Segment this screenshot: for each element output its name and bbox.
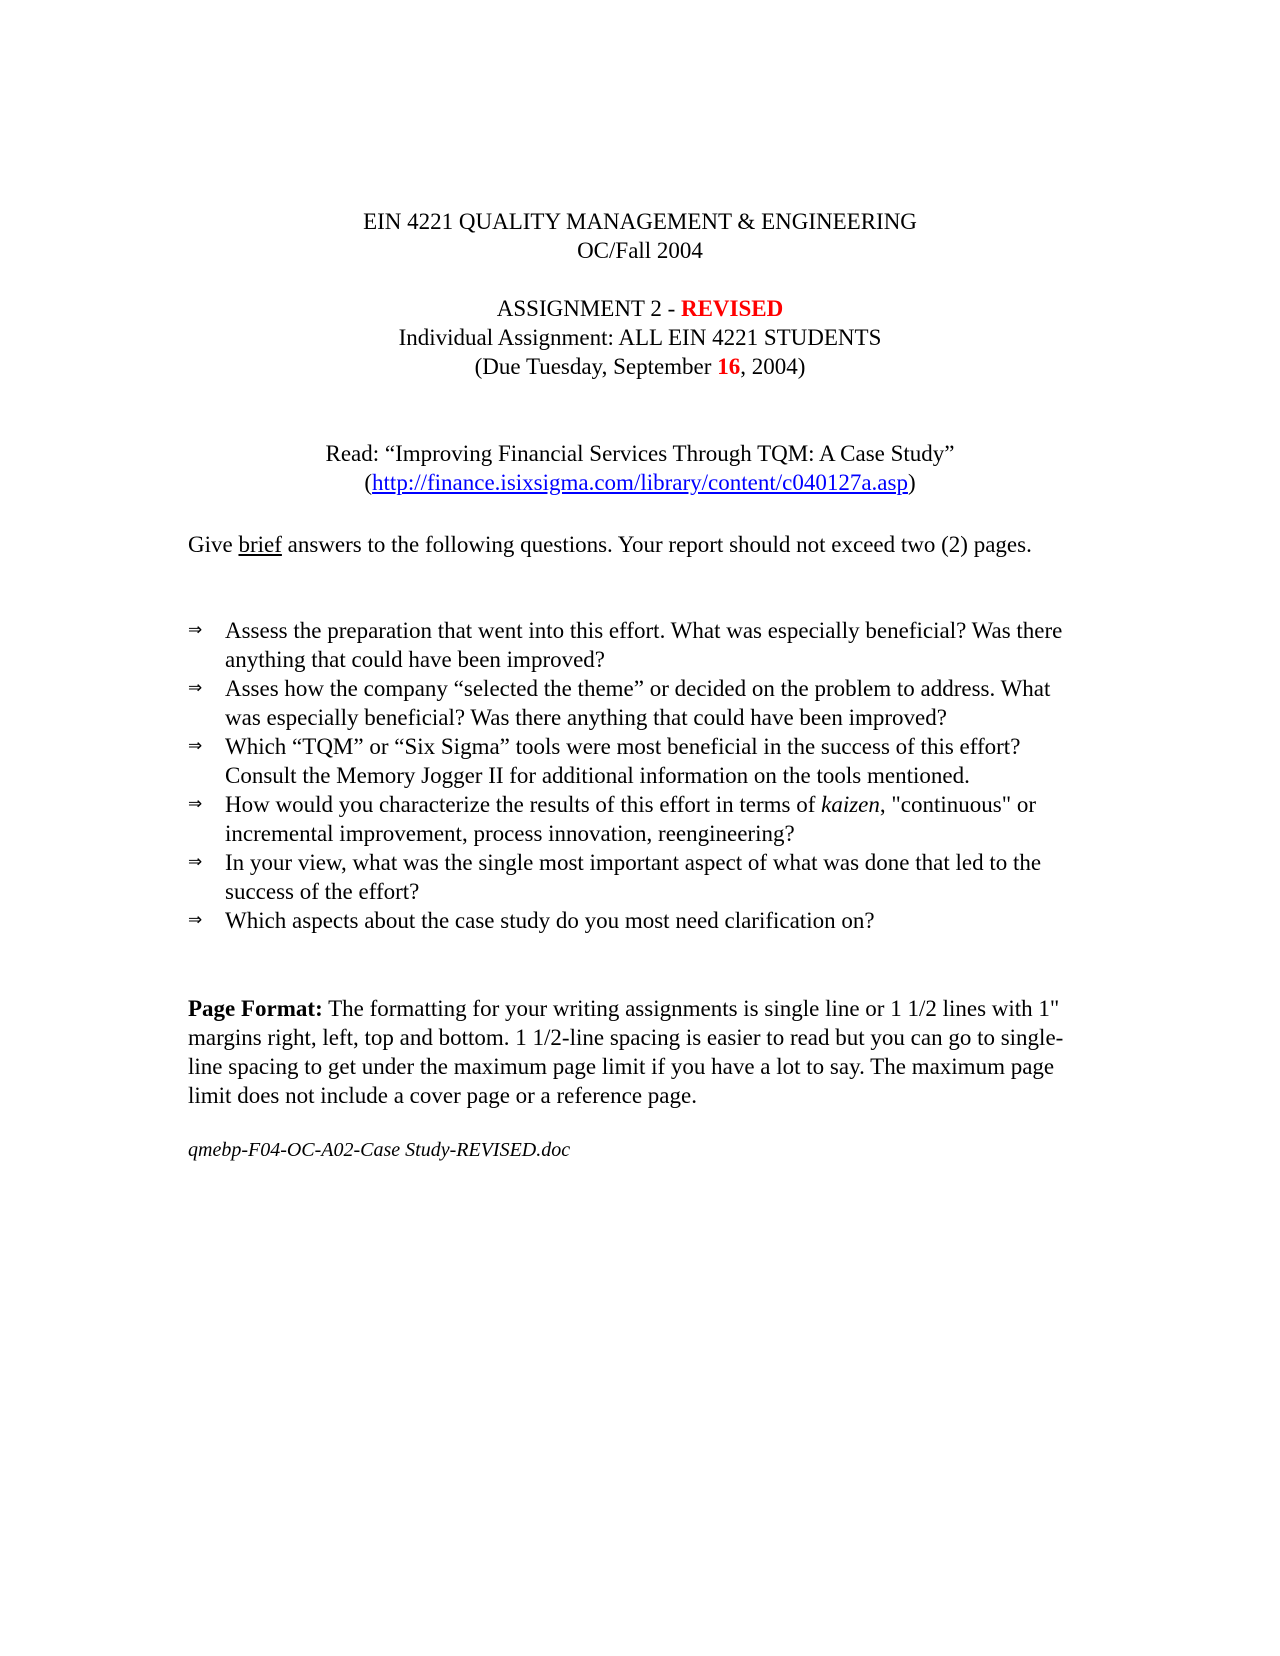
- due-suffix: , 2004): [740, 354, 806, 379]
- course-title: EIN 4221 QUALITY MANAGEMENT & ENGINEERING: [363, 209, 917, 234]
- paren-open: (: [364, 470, 373, 495]
- document-filename: qmebp-F04-OC-A02-Case Study-REVISED.doc: [188, 1139, 571, 1161]
- instructions-emphasis: brief: [238, 532, 282, 557]
- question-text: Which “TQM” or “Six Sigma” tools were most beneficial in the success of this effort? Consult the Memory Jogger II for additional information on the tools mentioned.: [225, 734, 1021, 788]
- right-double-arrow-icon: ⇒: [188, 678, 203, 698]
- audience-line: Individual Assignment: ALL EIN 4221 STUDENTS: [398, 325, 882, 350]
- instructions-pre: Give: [188, 532, 239, 557]
- revised-badge: REVISED: [680, 296, 784, 321]
- question-text: Which aspects about the case study do you most need clarification on?: [225, 908, 875, 933]
- reading-title: Read: “Improving Financial Services Through TQM: A Case Study”: [325, 441, 955, 466]
- due-date-line: [0, 352, 1280, 381]
- term-line: OC/Fall 2004: [577, 238, 703, 263]
- question-text: Assess the preparation that went into this effort. What was especially beneficial? Was there anything that could have been improved?: [225, 618, 1063, 672]
- question-item: [188, 848, 1088, 906]
- question-item: [188, 790, 1088, 848]
- reading-url-link[interactable]: http://finance.isixsigma.com/library/content/c040127a.asp: [372, 470, 908, 495]
- right-double-arrow-icon: ⇒: [188, 620, 203, 640]
- right-double-arrow-icon: ⇒: [188, 794, 203, 814]
- question-text-pre: How would you characterize the results of this effort in terms of: [225, 792, 822, 817]
- question-item: [188, 732, 1088, 790]
- due-prefix: (Due Tuesday, September: [474, 354, 718, 379]
- question-text-italic: kaizen: [821, 792, 880, 817]
- question-text: In your view, what was the single most important aspect of what was done that led to the success of the effort?: [225, 850, 1042, 904]
- assignment-prefix: ASSIGNMENT 2 -: [496, 296, 681, 321]
- reading-link-line: [0, 468, 1280, 497]
- question-text-post: , "continuous" or incremental improvement, process innovation, reengineering?: [225, 792, 1037, 846]
- instructions-post: answers to the following questions. Your report should not exceed two (2) pages.: [281, 532, 1032, 557]
- question-item: [188, 616, 1088, 674]
- page-format-text: The formatting for your writing assignments is single line or 1 1/2 lines with 1" margins right, left, top and bottom. 1 1/2-line spacing is easier to read but you can go to single-line spacing to get under the maximum page limit if you have a lot to say. The maximum page limit does not include a cover page or a reference page.: [188, 996, 1064, 1108]
- page-format-label: Page Format:: [188, 996, 323, 1021]
- instructions-paragraph: [188, 530, 1088, 559]
- paren-close: ): [907, 470, 916, 495]
- question-list: [188, 616, 1088, 935]
- right-double-arrow-icon: ⇒: [188, 910, 203, 930]
- question-item: [188, 906, 1088, 935]
- assignment-title: [0, 294, 1280, 323]
- due-day: 16: [717, 354, 741, 379]
- right-double-arrow-icon: ⇒: [188, 736, 203, 756]
- right-double-arrow-icon: ⇒: [188, 852, 203, 872]
- question-text: Asses how the company “selected the theme” or decided on the problem to address. What was especially beneficial? Was there anything that could have been improved?: [225, 676, 1051, 730]
- question-item: [188, 674, 1088, 732]
- page-format-paragraph: [188, 994, 1088, 1110]
